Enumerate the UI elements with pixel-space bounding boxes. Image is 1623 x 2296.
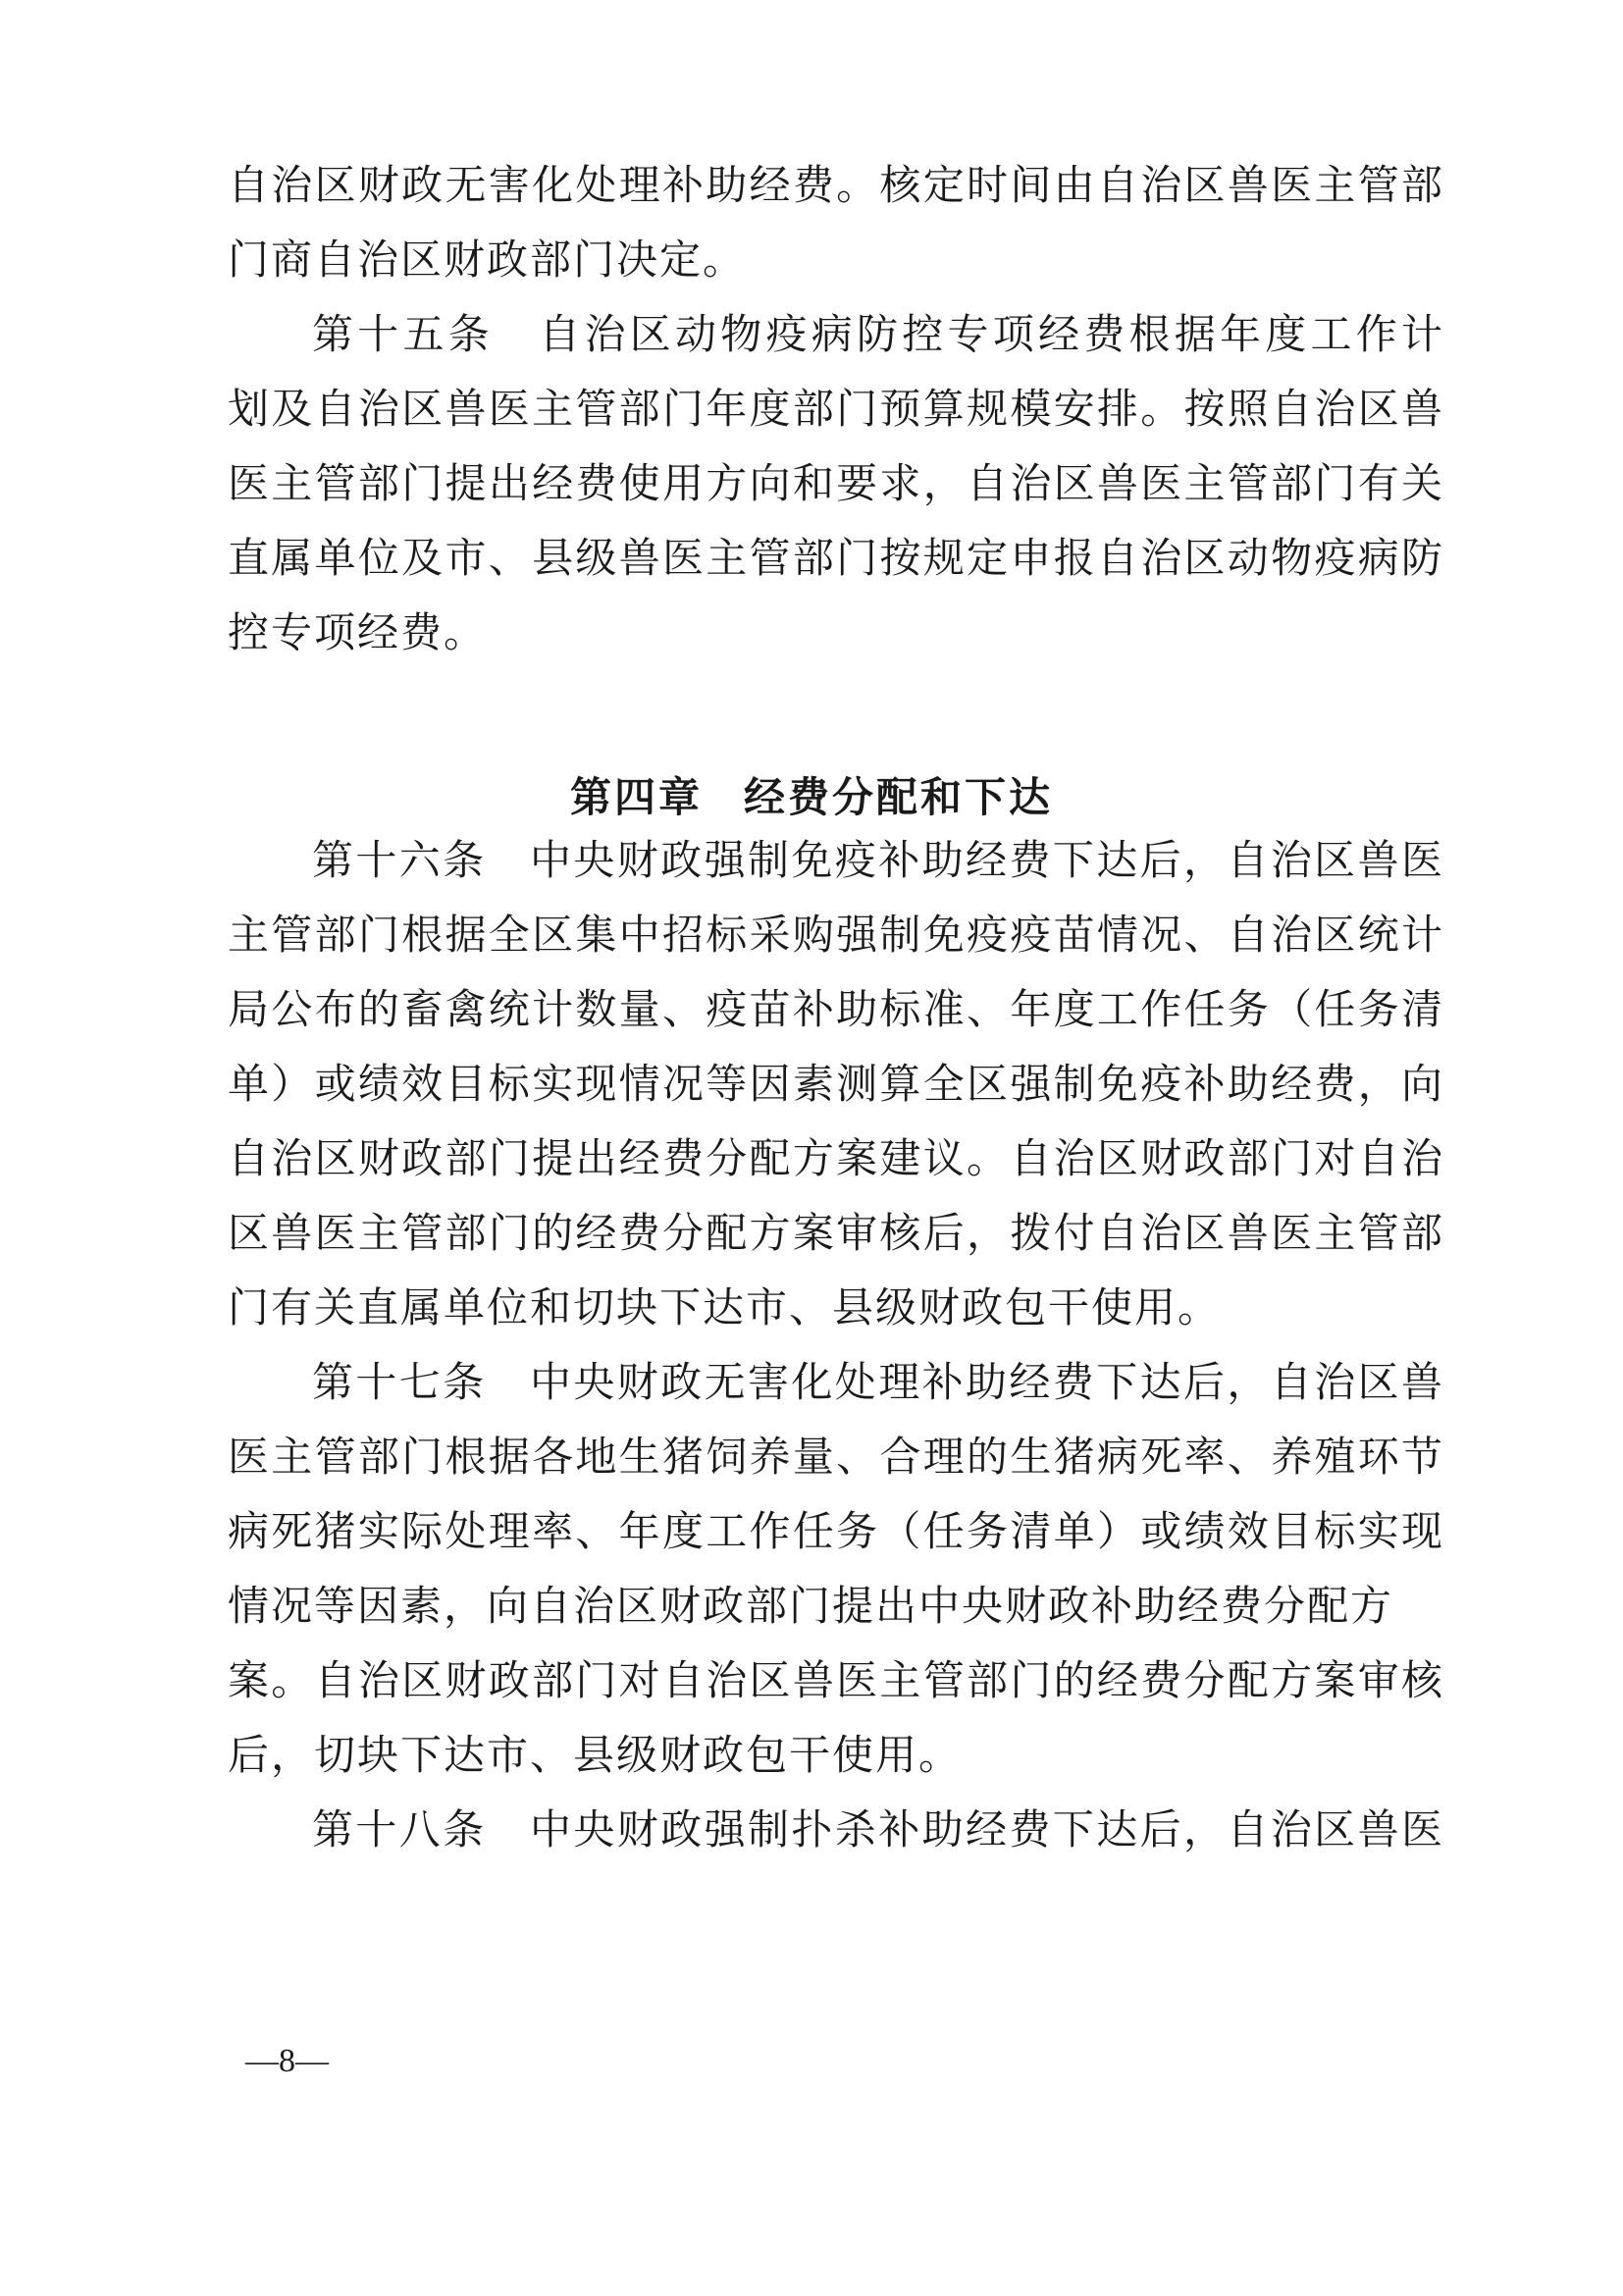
text-line: 情况等因素，向自治区财政部门提出中央财政补助经费分配方 [228,1582,1394,1630]
text-line: 单）或绩效目标实现情况等因素测算全区强制免疫补助经费，向 [228,1060,1444,1108]
article-16-line: 第十六条 中央财政强制免疫补助经费下达后，自治区兽医 [312,836,1444,884]
chapter-heading [0,765,1623,824]
article-17-line: 第十七条 中央财政无害化处理补助经费下达后，自治区兽 [312,1358,1444,1406]
text-line: 医主管部门根据各地生猪饲养量、合理的生猪病死率、养殖环节 [228,1433,1444,1481]
text-line: 后，切块下达市、县级财政包干使用。 [228,1731,963,1779]
text-line: 控专项经费。 [228,608,488,656]
text-line: 自治区财政无害化处理补助经费。核定时间由自治区兽医主管部 [228,161,1444,209]
article-18-line: 第十八条 中央财政强制扑杀补助经费下达后，自治区兽医 [312,1805,1444,1853]
chapter-number: 第四章 [569,773,703,821]
text-line: 门有关直属单位和切块下达市、县级财政包干使用。 [228,1283,1222,1331]
text-line: 医主管部门提出经费使用方向和要求，自治区兽医主管部门有关 [228,459,1444,507]
chapter-title: 经费分配和下达 [744,773,1054,821]
page-number: —8— [245,2043,329,2079]
text-line: 划及自治区兽医主管部门年度部门预算规模安排。按照自治区兽 [228,385,1444,433]
text-line: 自治区财政部门提出经费分配方案建议。自治区财政部门对自治 [228,1134,1444,1182]
text-line: 直属单位及市、县级兽医主管部门按规定申报自治区动物疫病防 [228,534,1444,582]
text-line: 病死猪实际处理率、年度工作任务（任务清单）或绩效目标实现 [228,1507,1444,1555]
text-line: 案。自治区财政部门对自治区兽医主管部门的经费分配方案审核 [228,1656,1444,1704]
article-15-line: 第十五条 自治区动物疫病防控专项经费根据年度工作计 [312,310,1444,358]
text-line: 门商自治区财政部门决定。 [228,235,747,284]
text-line: 区兽医主管部门的经费分配方案审核后，拨付自治区兽医主管部 [228,1209,1444,1257]
text-line: 局公布的畜禽统计数量、疫苗补助标准、年度工作任务（任务清 [228,985,1444,1033]
text-line: 主管部门根据全区集中招标采购强制免疫疫苗情况、自治区统计 [228,911,1444,959]
